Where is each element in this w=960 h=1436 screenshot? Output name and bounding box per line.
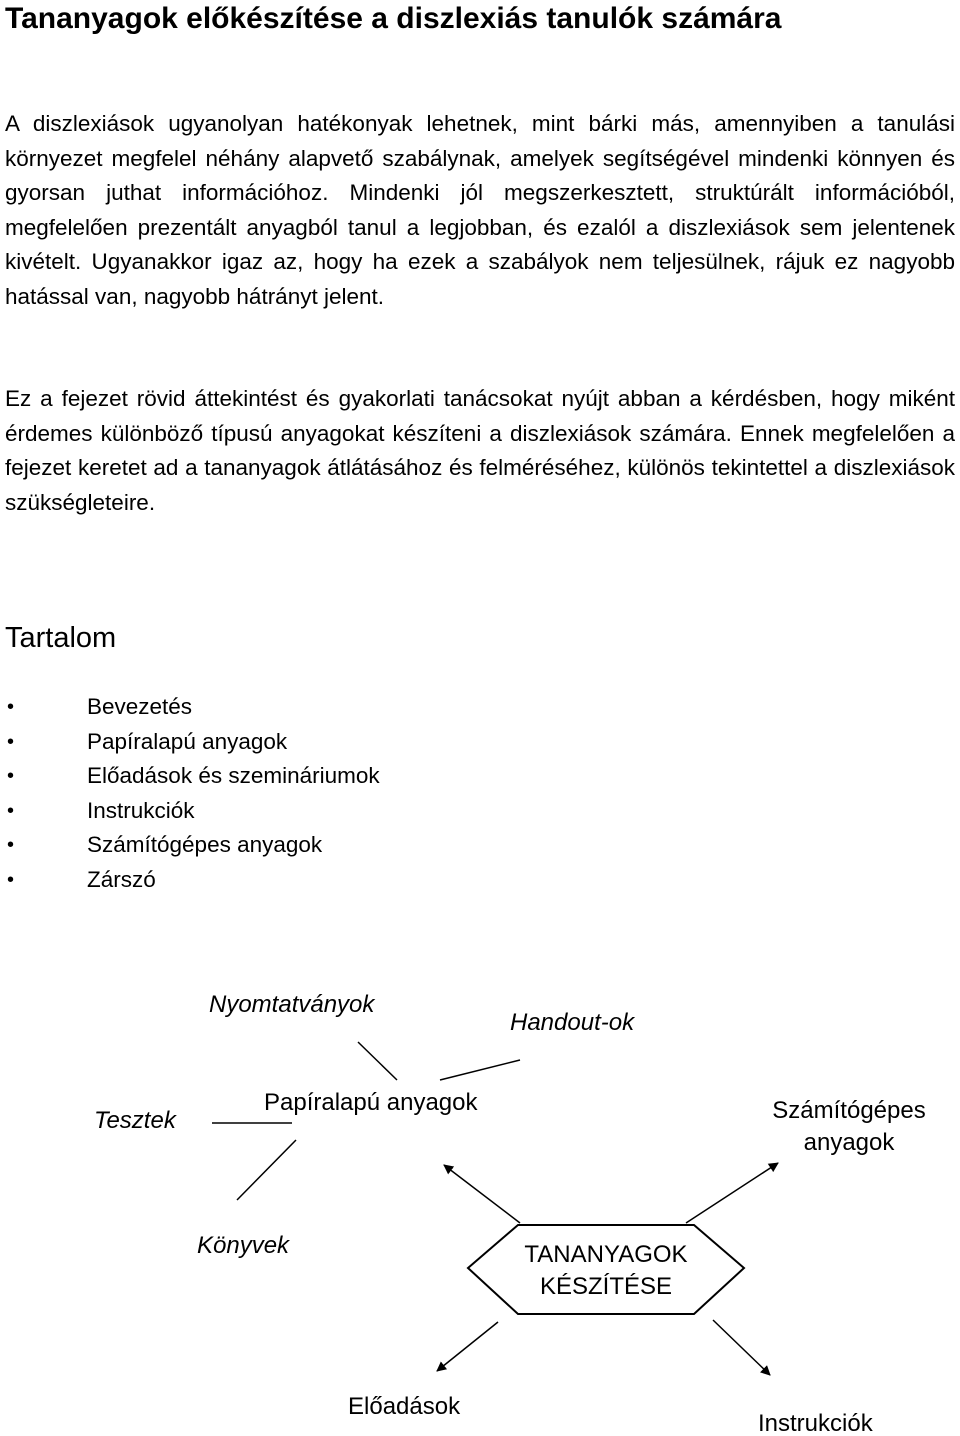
label-instructions: Instrukciók xyxy=(758,1410,873,1436)
label-lectures: Előadások xyxy=(348,1393,461,1420)
label-books: Könyvek xyxy=(197,1232,290,1259)
chapter-overview-paragraph: Ez a fejezet rövid áttekintést és gyakorlati tanácsokat nyújt abban a kérdésben, hogy miként érdemes különböző típusú anyagokat készíteni a diszlexiások számára. Ennek megfelelően a fejezet keretet ad a tananyagok átlátásához és felméréséhez, különös tekintettel a diszlexiások szükségleteire. xyxy=(5,386,955,515)
toc-item-paper-materials xyxy=(5,725,380,760)
bullet-icon: • xyxy=(7,834,15,856)
toc-list xyxy=(5,690,380,897)
toc-item-label: Papíralapú anyagok xyxy=(87,728,288,754)
center-hexagon xyxy=(468,1225,744,1314)
toc-item-label: Zárszó xyxy=(87,866,156,892)
label-paper-materials: Papíralapú anyagok xyxy=(264,1089,478,1116)
label-forms: Nyomtatványok xyxy=(209,991,375,1018)
arrow-to-instructions xyxy=(713,1320,770,1375)
label-computer-line1: Számítógépes xyxy=(772,1097,926,1124)
toc-item-label: Bevezetés xyxy=(87,694,193,719)
bullet-icon: • xyxy=(7,696,15,718)
toc-item-introduction xyxy=(5,690,380,725)
toc-item-closing xyxy=(5,863,380,898)
page-title: Tananyagok előkészítése a diszlexiás tanulók számára xyxy=(5,2,782,35)
connector-forms xyxy=(358,1042,397,1080)
connector-handouts xyxy=(440,1060,520,1080)
arrow-to-computer xyxy=(686,1163,778,1223)
toc-heading: Tartalom xyxy=(5,622,117,654)
label-computer-line2: anyagok xyxy=(803,1129,895,1156)
bullet-icon: • xyxy=(7,730,15,753)
label-handouts: Handout-ok xyxy=(510,1009,635,1036)
arrow-to-lectures xyxy=(437,1322,498,1371)
center-label-line2: KÉSZÍTÉSE xyxy=(539,1273,673,1300)
arrow-to-paper xyxy=(444,1165,520,1223)
bullet-icon: • xyxy=(7,799,15,822)
connector-books xyxy=(237,1140,296,1200)
toc-item-lectures-seminars xyxy=(5,759,380,794)
toc-item-label: Előadások és szemináriumok xyxy=(87,763,380,788)
toc-item-instructions xyxy=(5,794,380,829)
toc-item-label: Instrukciók xyxy=(87,797,195,823)
center-label-line1: TANANYAGOK xyxy=(524,1241,688,1268)
toc-item-computer-materials xyxy=(5,828,380,863)
label-tests: Tesztek xyxy=(94,1107,176,1134)
toc-item-label: Számítógépes anyagok xyxy=(87,832,323,857)
materials-mind-map xyxy=(0,960,960,1436)
intro-paragraph: A diszlexiások ugyanolyan hatékonyak lehetnek, mint bárki más, amennyiben a tanulási környezet megfelel néhány alapvető szabálynak, amelyek segítségével mindenki könnyen és gyorsan juthat információhoz. Mindenki jól megszerkesztett, struktúrált információból, megfelelően prezentált anyagból tanul a legjobban, és ezalól a diszlexiások sem jelentenek kivételt. Ugyanakkor igaz az, hogy ha ezek a szabályok nem teljesülnek, rájuk ez nagyobb hatással van, nagyobb hátrányt jelent. xyxy=(5,111,955,309)
bullet-icon: • xyxy=(7,868,15,891)
bullet-icon: • xyxy=(7,765,15,787)
